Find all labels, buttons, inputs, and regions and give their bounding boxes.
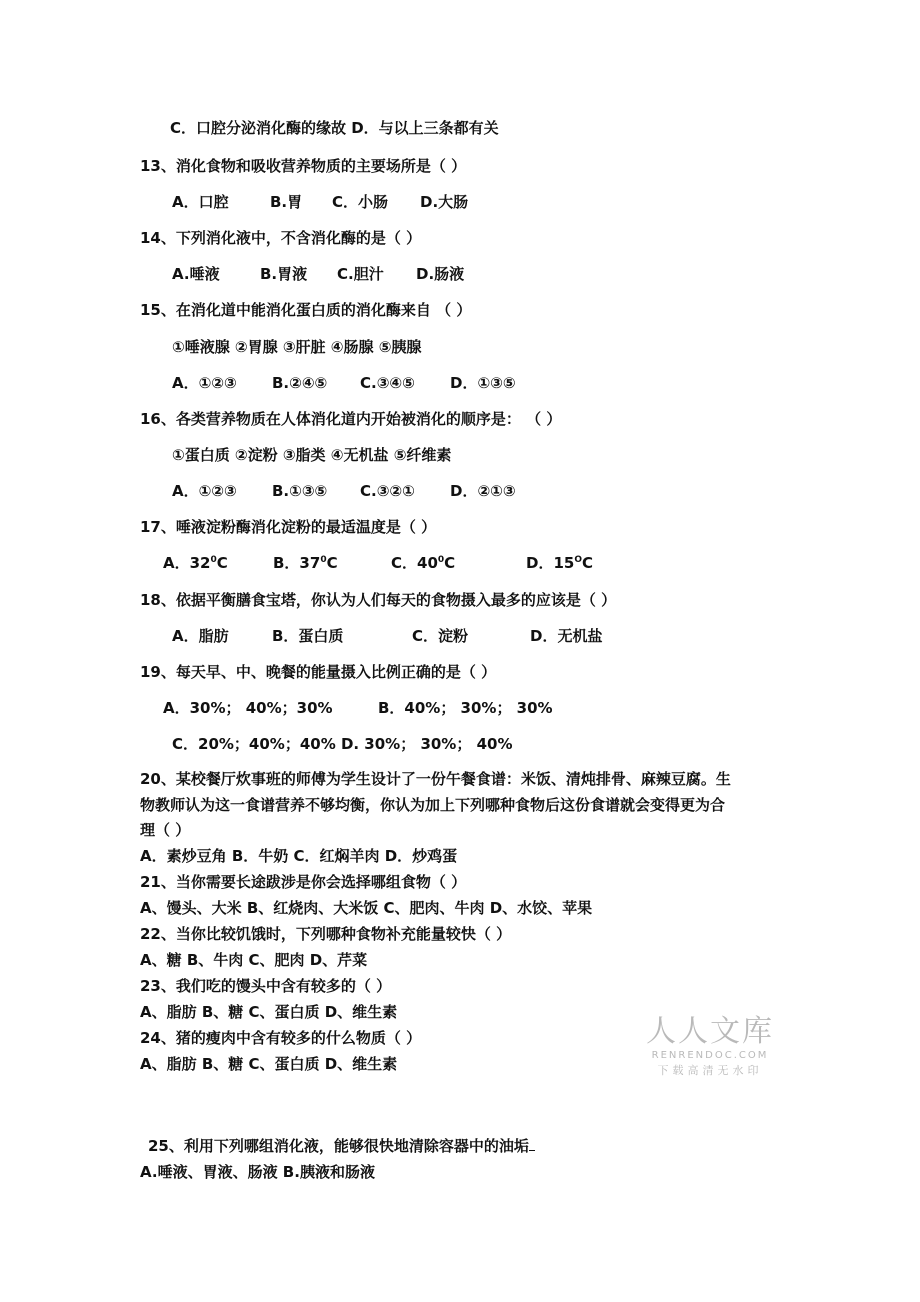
q14-option-d: D.肠液 <box>416 265 465 283</box>
q15-option-c: C.③④⑤ <box>360 374 415 392</box>
q13-question: 13、消化食物和吸收营养物质的主要场所是（ ） <box>140 157 467 175</box>
q13-option-b: B.胃 <box>270 193 303 211</box>
q18-question: 18、依据平衡膳食宝塔，你认为人们每天的食物摄入最多的应该是（ ） <box>140 591 617 609</box>
q18-option-d: D．无机盐 <box>530 627 603 645</box>
q21-options: A、馒头、大米 B、红烧肉、大米饭 C、肥肉、牛肉 D、水饺、苹果 <box>140 899 593 917</box>
q24-options: A、脂肪 B、糖 C、蛋白质 D、维生素 <box>140 1055 398 1073</box>
q25-question: 25、利用下列哪组消化液，能够很快地清除容器中的油垢 <box>148 1136 535 1156</box>
q17-option-c: C．$40^0C$ <box>391 554 456 572</box>
q15-option-d: D．①③⑤ <box>450 374 516 392</box>
q23-options: A、脂肪 B、糖 C、蛋白质 D、维生素 <box>140 1003 398 1021</box>
q13-option-d: D.大肠 <box>420 193 469 211</box>
q19-options-cd: C．20%；40%；40% D. 30%； 30%； 40% <box>172 735 513 753</box>
q24-question: 24、猪的瘦肉中含有较多的什么物质（ ） <box>140 1029 422 1047</box>
q22-question: 22、当你比较饥饿时，下列哪种食物补充能量较快（ ） <box>140 925 512 943</box>
watermark-url: RENRENDOC.COM <box>651 1050 769 1061</box>
q17-option-a: A．$32^0C$ <box>163 554 228 572</box>
q20-question-line2: 物教师认为这一食谱营养不够均衡，你认为加上下列哪种食物后这份食谱就会变得更为合 <box>140 796 726 814</box>
q20-options: A．素炒豆角 B．牛奶 C．红焖羊肉 D．炒鸡蛋 <box>140 847 458 865</box>
watermark <box>645 1015 775 1079</box>
q17-question: 17、唾液淀粉酶消化淀粉的最适温度是（ ） <box>140 518 437 536</box>
q22-options: A、糖 B、牛肉 C、肥肉 D、芹菜 <box>140 951 368 969</box>
q16-option-c: C.③②① <box>360 482 415 500</box>
q15-question: 15、在消化道中能消化蛋白质的消化酶来自 （ ） <box>140 301 472 319</box>
watermark-title: 人人文库 <box>646 1014 774 1049</box>
q12-options-cd: C．口腔分泌消化酶的缘故 D．与以上三条都有关 <box>170 119 499 137</box>
q19-option-a: A．30%； 40%；30% <box>163 699 333 717</box>
q18-option-a: A．脂肪 <box>172 627 229 645</box>
q13-option-a: A．口腔 <box>172 193 229 211</box>
q14-option-c: C.胆汁 <box>337 265 384 283</box>
q18-option-c: C．淀粉 <box>412 627 469 645</box>
q16-question: 16、各类营养物质在人体消化道内开始被消化的顺序是： （ ） <box>140 410 562 428</box>
watermark-subtitle: 下载高清无水印 <box>657 1064 763 1077</box>
q16-option-a: A．①②③ <box>172 482 237 500</box>
q17-option-b: B．$37^0C$ <box>273 554 338 572</box>
q19-option-b: B．40%； 30%； 30% <box>378 699 553 717</box>
q15-option-a: A．①②③ <box>172 374 237 392</box>
q16-option-d: D．②①③ <box>450 482 516 500</box>
q16-option-b: B.①③⑤ <box>272 482 328 500</box>
q21-question: 21、当你需要长途跋涉是你会选择哪组食物（ ） <box>140 873 467 891</box>
answer-blank <box>529 1136 535 1151</box>
q16-items: ①蛋白质 ②淀粉 ③脂类 ④无机盐 ⑤纤维素 <box>172 446 452 464</box>
q20-question-line3: 理（ ） <box>140 821 191 839</box>
q14-option-b: B.胃液 <box>260 265 308 283</box>
q15-items: ①唾液腺 ②胃腺 ③肝脏 ④肠腺 ⑤胰腺 <box>172 338 422 356</box>
q20-question-line1: 20、某校餐厅炊事班的师傅为学生设计了一份午餐食谱：米饭、清炖排骨、麻辣豆腐。生 <box>140 770 731 788</box>
q23-question: 23、我们吃的馒头中含有较多的（ ） <box>140 977 392 995</box>
q25-options: A.唾液、胃液、肠液 B.胰液和肠液 <box>140 1163 375 1181</box>
q15-option-b: B.②④⑤ <box>272 374 328 392</box>
q13-option-c: C．小肠 <box>332 193 389 211</box>
q19-question: 19、每天早、中、晚餐的能量摄入比例正确的是（ ） <box>140 663 497 681</box>
q14-option-a: A.唾液 <box>172 265 220 283</box>
q18-option-b: B．蛋白质 <box>272 627 344 645</box>
q14-question: 14、下列消化液中，不含消化酶的是（ ） <box>140 229 422 247</box>
q17-option-d: D．$15^OC$ <box>526 554 593 572</box>
